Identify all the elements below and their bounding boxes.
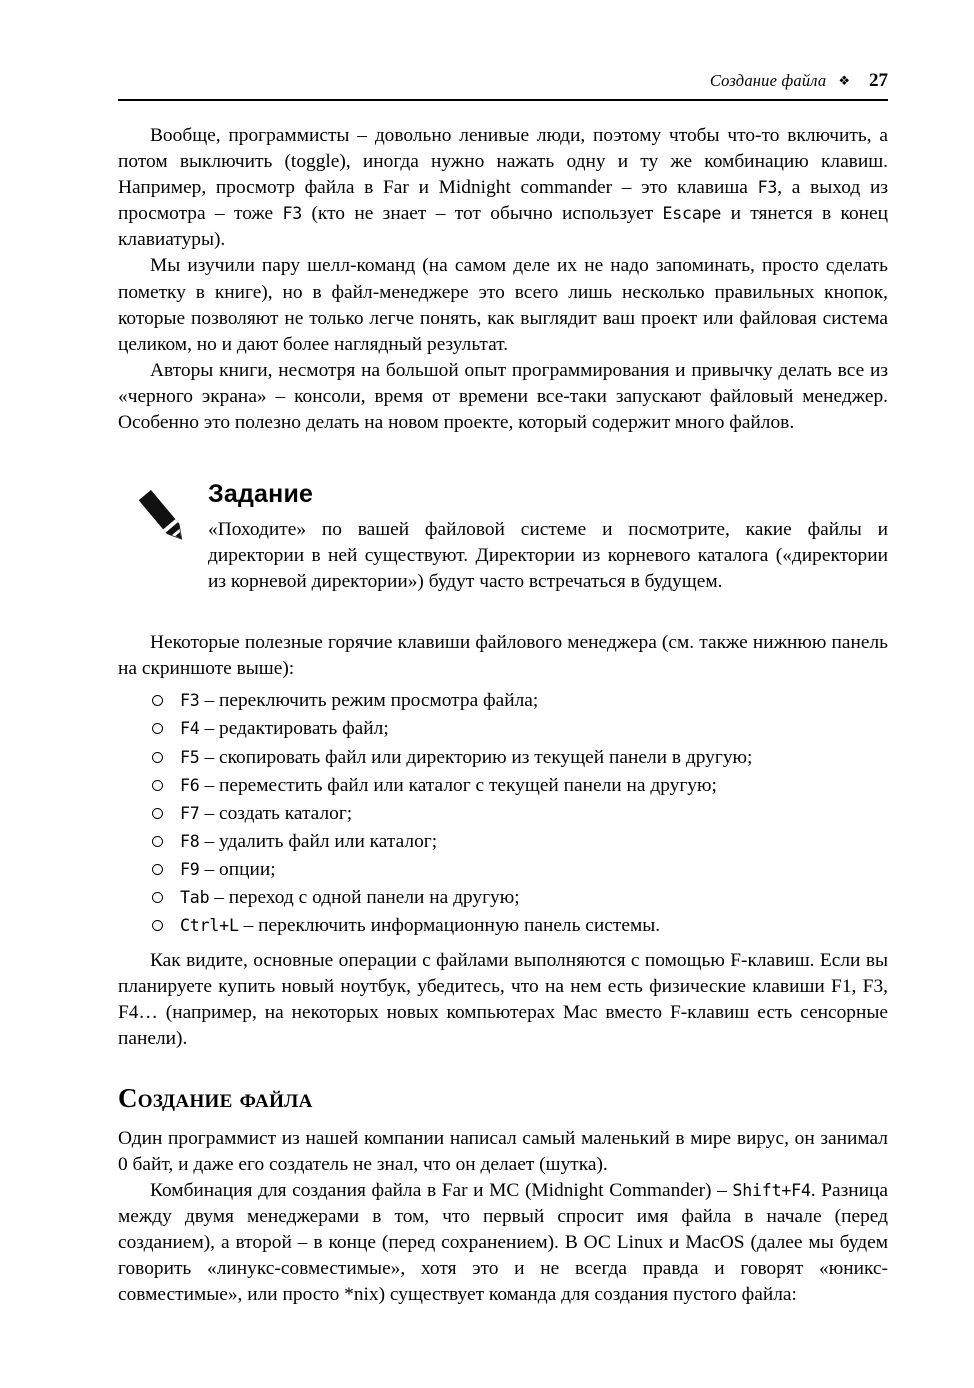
running-head-title: Создание файла: [709, 71, 827, 90]
hotkey-desc: – скопировать файл или директорию из текущей панели в другую;: [204, 746, 753, 768]
hotkey-desc: – переключить режим просмотра файла;: [204, 690, 539, 712]
hotkeys-intro: Некоторые полезные горячие клавиши файлового менеджера (см. также нижнюю панель на скриншоте выше):: [118, 632, 888, 680]
key-f3-first: F3: [757, 178, 778, 198]
list-item: [118, 801, 888, 827]
section-paragraph-2: [118, 1178, 888, 1308]
hotkey-key: F7: [180, 803, 200, 823]
circle-bullet-icon: [152, 836, 163, 847]
section-title: Создание файла: [118, 1082, 313, 1113]
circle-bullet-icon: [152, 752, 163, 763]
circle-bullet-icon: [152, 808, 163, 819]
page-number: 27: [869, 70, 888, 91]
paragraph-2: Мы изучили пару шелл-команд (на самом деле их не надо запоминать, просто сделать пометку в книге), но в файл-менеджере это всего лишь несколько правильных кнопок, которые позволяют не только легче понять, как выглядит ваш проект или файловая система целиком, но и дают более наглядный результат.: [118, 255, 888, 355]
hotkey-key: F9: [180, 859, 200, 879]
list-item: [118, 716, 888, 742]
hotkey-key: F8: [180, 831, 200, 851]
hotkey-key: F6: [180, 775, 200, 795]
hotkey-key: F3: [180, 691, 200, 711]
hotkeys-list: [118, 688, 888, 939]
circle-bullet-icon: [152, 780, 163, 791]
hotkey-desc: – удалить файл или каталог;: [204, 830, 438, 852]
paragraph-1-part-b: , а выход из просмотра – тоже: [118, 177, 888, 225]
circle-bullet-icon: [152, 723, 163, 734]
task-title: Задание: [208, 480, 314, 509]
hotkey-desc: – переход с одной панели на другую;: [214, 886, 520, 908]
paragraph-1-part-d: и тянется в конец клавиатуры).: [118, 203, 888, 251]
diamond-ornament-icon: ❖: [838, 73, 850, 88]
list-item: [118, 745, 888, 771]
key-shift-f4: Shift+F4: [732, 1180, 811, 1200]
paragraph-1-part-a: Вообще, программисты – довольно ленивые люди, поэтому чтобы что-то включить, а потом выключить (toggle), иногда нужно нажать одну и ту же комбинацию клавиш. Например, просмотр файла в Far и Midnight commander – это клавиша: [118, 125, 888, 199]
hotkey-desc: – переключить информационную панель системы.: [243, 915, 661, 937]
paragraph-1-part-c: (кто не знает – тот обычно использует: [302, 203, 663, 225]
section-paragraph-2-part-a: Комбинация для создания файла в Far и MC (Midnight Commander) –: [150, 1179, 733, 1201]
list-item: [118, 857, 888, 883]
list-item: [118, 688, 888, 714]
section-paragraph-2-part-b: . Разница между двумя менеджерами в том, что первый спросит имя файла в начале (перед созданием), а второй – в конце (перед сохранением). В ОС Linux и MacOS (далее мы будем говорить «линукс-совместимые», хотя это и не всегда правда и говорят «юникс-совместимые», или просто *nix) существует команда для создания пустого файла:: [118, 1179, 888, 1306]
hotkey-key: F5: [180, 747, 200, 767]
list-item: [118, 829, 888, 855]
task-text: «Походите» по вашей файловой системе и посмотрите, какие файлы и директории в ней существуют. Директории из корневого каталога («директории из корневой директории») будут часто встречаться в будущем.: [208, 519, 888, 593]
paragraph-3: Авторы книги, несмотря на большой опыт программирования и привычку делать все из «черного экрана» – консоли, время от времени все-таки запускают файловый менеджер. Особенно это полезно делать на новом проекте, который содержит много файлов.: [118, 359, 888, 434]
hotkey-desc: – создать каталог;: [204, 802, 353, 824]
circle-bullet-icon: [152, 892, 163, 903]
hotkey-key: Tab: [180, 887, 210, 907]
task-callout: [118, 482, 888, 602]
page-content: [118, 70, 888, 1308]
list-item: [118, 913, 888, 939]
hotkey-desc: – опции;: [204, 858, 276, 880]
circle-bullet-icon: [152, 920, 163, 931]
hotkeys-after-text: Как видите, основные операции с файлами выполняются с помощью F-клавиш. Если вы планируете купить новый ноутбук, убедитесь, что на нем есть физические клавиши F1, F3, F4… (например, на некоторых новых компьютерах Mac вместо F-клавиш есть сенсорные панели).: [118, 950, 888, 1050]
circle-bullet-icon: [152, 695, 163, 706]
hotkey-key: F4: [180, 719, 200, 739]
hotkey-desc: – переместить файл или каталог с текущей панели на другую;: [204, 774, 717, 796]
running-head: [118, 70, 888, 92]
hotkey-key: Ctrl+L: [180, 916, 239, 936]
section-paragraph-1: Один программист из нашей компании написал самый маленький в мире вирус, он занимал 0 байт, и даже его создатель не знал, что он делает (шутка).: [118, 1127, 888, 1175]
hotkey-desc: – редактировать файл;: [204, 718, 389, 740]
circle-bullet-icon: [152, 864, 163, 875]
key-f3-second: F3: [282, 204, 303, 224]
list-item: [118, 885, 888, 911]
paragraph-1: [118, 123, 888, 253]
header-rule: [118, 99, 888, 101]
list-item: [118, 773, 888, 799]
pencil-icon: [126, 486, 200, 560]
key-escape: Escape: [662, 204, 722, 224]
